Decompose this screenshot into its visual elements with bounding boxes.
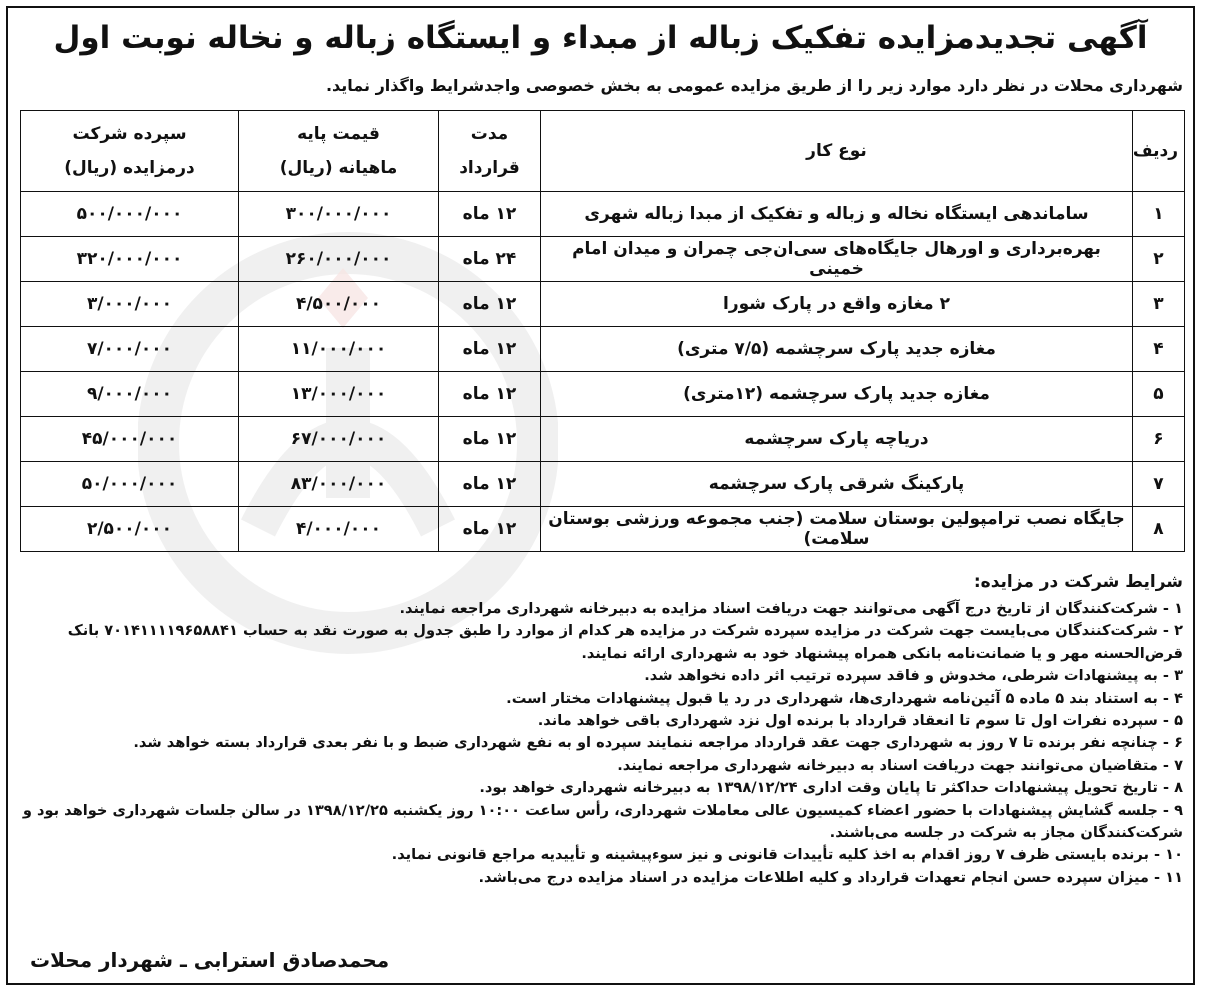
row-description: جایگاه نصب ترامپولین بوستان سلامت (جنب مجموعه ورزشی بوستان سلامت) [541,507,1133,552]
advertisement-page [6,6,1195,985]
table-row [21,237,1185,282]
row-number: ۸ [1133,507,1185,552]
row-base-price: ۴/۵۰۰/۰۰۰ [239,282,439,327]
row-number: ۲ [1133,237,1185,282]
table-row [21,372,1185,417]
row-deposit: ۲/۵۰۰/۰۰۰ [21,507,239,552]
row-duration: ۱۲ ماه [439,507,541,552]
row-description: دریاچه پارک سرچشمه [541,417,1133,462]
condition-item: ۱۱ - میزان سپرده حسن انجام تعهدات قرارداد و کلیه اطلاعات مزایده در اسناد مزایده درج می‌باشد. [478,868,1183,886]
row-duration: ۱۲ ماه [439,327,541,372]
row-number: ۷ [1133,462,1185,507]
header-duration-line1: مدت [470,124,509,144]
row-description: پارکینگ شرقی پارک سرچشمه [541,462,1133,507]
header-deposit [21,111,239,192]
row-deposit: ۳۲۰/۰۰۰/۰۰۰ [21,237,239,282]
header-duration-line2: قرارداد [459,158,520,178]
condition-item: ۴ - به استناد بند ۵ ماده ۵ آئین‌نامه شهرداری‌ها، شهرداری در رد یا قبول پیشنهادات مختار است. [506,689,1183,707]
row-base-price: ۱۱/۰۰۰/۰۰۰ [239,327,439,372]
row-description: بهره‌برداری و اورهال جایگاه‌های سی‌ان‌جی چمران و میدان امام خمینی [541,237,1133,282]
row-base-price: ۱۳/۰۰۰/۰۰۰ [239,372,439,417]
condition-item: ۲ - شرکت‌کنندگان می‌بایست جهت شرکت در مزایده سپرده شرکت در مزایده هر کدام از موارد را طبق جدول به صورت نقد به حساب ۷۰۱۴۱۱۱۱۹۶۵۸۸۴۱ بانک قرض‌الحسنه مهر و یا ضمانت‌نامه بانکی همراه پیشنهاد خود به شهرداری ارائه نمایند. [67,622,1183,662]
table-row [21,327,1185,372]
header-base-price-line2: ماهیانه (ریال) [279,158,398,178]
condition-item: ۱ - شرکت‌کنندگان از تاریخ درج آگهی می‌توانند جهت دریافت اسناد مزایده به دبیرخانه شهرداری مراجعه نمایند. [399,600,1183,617]
auction-items-table [20,110,1185,552]
condition-item: ۱۰ - برنده بایستی ظرف ۷ روز اقدام به اخذ کلیه تأییدات قانونی و نیز سوءپیشینه و تأییدیه مراجع قانونی نماید. [391,846,1183,864]
condition-item: ۹ - جلسه گشایش پیشنهادات با حضور اعضاء کمیسیون عالی معاملات شهرداری، رأس ساعت ۱۰:۰۰ روز یکشنبه ۱۳۹۸/۱۲/۲۵ در سالن جلسات شهرداری خواهد بود و شرکت‌کنندگان مجاز به شرکت در جلسه می‌باشند. [22,801,1183,842]
table-row [21,192,1185,237]
row-description: ساماندهی ایستگاه نخاله و زباله و تفکیک از مبدا زباله شهری [541,192,1133,237]
row-duration: ۱۲ ماه [439,417,541,462]
condition-item: ۶ - چنانچه نفر برنده تا ۷ روز به شهرداری جهت عقد قرارداد مراجعه ننمایند سپرده او به نفع شهرداری ضبط و با نفر بعدی قرارداد بسته خواهد شد. [133,734,1183,752]
header-base-price-line1: قیمت پایه [297,124,380,144]
row-deposit: ۵۰/۰۰۰/۰۰۰ [21,462,239,507]
row-base-price: ۶۷/۰۰۰/۰۰۰ [239,417,439,462]
conditions-title: شرایط شرکت در مزایده: [973,572,1183,592]
row-base-price: ۳۰۰/۰۰۰/۰۰۰ [239,192,439,237]
row-deposit: ۹/۰۰۰/۰۰۰ [21,372,239,417]
header-row-number: ردیف [1133,111,1185,192]
row-deposit: ۷/۰۰۰/۰۰۰ [21,327,239,372]
row-deposit: ۳/۰۰۰/۰۰۰ [21,282,239,327]
header-deposit-line1: سپرده شرکت [72,124,187,144]
row-duration: ۱۲ ماه [439,282,541,327]
table-row [21,417,1185,462]
row-duration: ۲۴ ماه [439,237,541,282]
row-number: ۴ [1133,327,1185,372]
row-duration: ۱۲ ماه [439,372,541,417]
table-row [21,507,1185,552]
header-deposit-line2: درمزایده (ریال) [64,158,195,178]
row-number: ۱ [1133,192,1185,237]
row-duration: ۱۲ ماه [439,192,541,237]
conditions-list [18,598,1183,889]
row-number: ۵ [1133,372,1185,417]
condition-item: ۵ - سپرده نفرات اول تا سوم تا انعقاد قرارداد با برنده اول نزد شهرداری باقی خواهد ماند. [537,712,1183,730]
header-duration [439,111,541,192]
row-deposit: ۵۰۰/۰۰۰/۰۰۰ [21,192,239,237]
row-duration: ۱۲ ماه [439,462,541,507]
table-header-row [21,111,1185,192]
header-work-type: نوع کار [541,111,1133,192]
signature: محمدصادق استرابی ـ شهردار محلات [30,948,390,972]
table-row [21,282,1185,327]
row-description: مغازه جدید پارک سرچشمه (۱۲متری) [541,372,1133,417]
row-deposit: ۴۵/۰۰۰/۰۰۰ [21,417,239,462]
condition-item: ۸ - تاریخ تحویل پیشنهادات حداکثر تا پایان وقت اداری ۱۳۹۸/۱۲/۲۴ به دبیرخانه شهرداری خواهد بود. [479,779,1183,797]
page-title: آگهی تجدیدمزایده تفکیک زباله از مبداء و ایستگاه زباله و نخاله نوبت اول [53,20,1148,56]
row-number: ۳ [1133,282,1185,327]
intro-text: شهرداری محلات در نظر دارد موارد زیر را از طریق مزایده عمومی به بخش خصوصی واجدشرایط واگذار نماید. [325,76,1183,95]
row-description: مغازه جدید پارک سرچشمه (۷/۵ متری) [541,327,1133,372]
row-base-price: ۸۳/۰۰۰/۰۰۰ [239,462,439,507]
row-base-price: ۴/۰۰۰/۰۰۰ [239,507,439,552]
table-row [21,462,1185,507]
header-base-price [239,111,439,192]
condition-item: ۳ - به پیشنهادات شرطی، مخدوش و فاقد سپرده ترتیب اثر داده نخواهد شد. [644,667,1183,685]
row-description: ۲ مغازه واقع در پارک شورا [541,282,1133,327]
row-base-price: ۲۶۰/۰۰۰/۰۰۰ [239,237,439,282]
condition-item: ۷ - متقاضیان می‌توانند جهت دریافت اسناد به دبیرخانه شهرداری مراجعه نمایند. [617,756,1183,774]
row-number: ۶ [1133,417,1185,462]
